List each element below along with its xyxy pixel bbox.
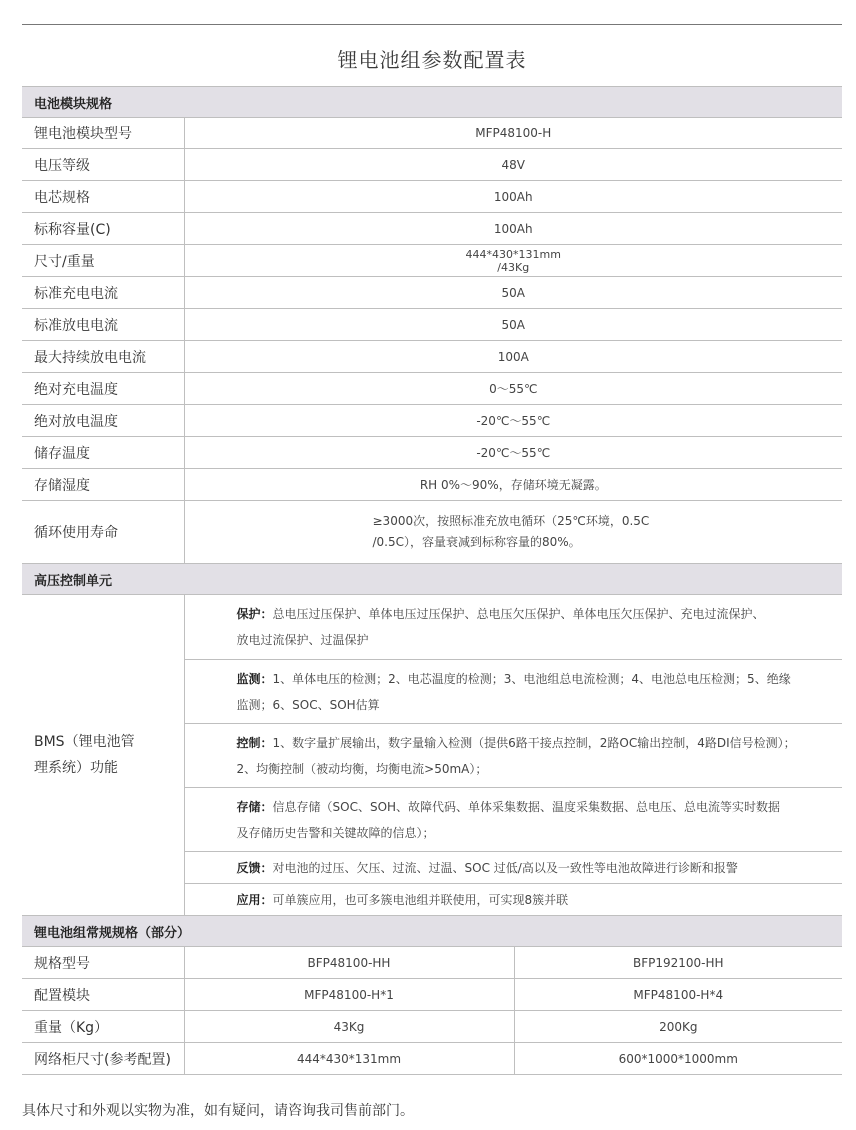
row-value: 48V [184,149,842,181]
row-label: 尺寸/重量 [22,245,184,277]
bms-item-monitoring: 监测：1、单体电压的检测；2、电芯温度的检测；3、电池组总电流检测；4、电池总电压检测；5、绝缘 监测；6、SOC、SOH估算 [184,660,842,724]
table-row [22,181,842,213]
value-line: /0.5C），容量衰减到标称容量的80%。 [372,535,581,549]
row-value: 100Ah [184,181,842,213]
value-line: 444*430*131mm [465,247,561,261]
row-label: 重量（Kg） [22,1011,184,1043]
row-label: 锂电池模块型号 [22,118,184,149]
row-value [184,245,842,277]
row-value: 600*1000*1000mm [514,1043,842,1075]
table-row [22,309,842,341]
footer-note: 具体尺寸和外观以实物为准，如有疑问，请咨询我司售前部门。 [22,1103,414,1119]
row-value: 100Ah [184,213,842,245]
section-header-pack-spec: 锂电池组常规规格（部分） [22,916,842,947]
row-value: 50A [184,277,842,309]
row-value: MFP48100-H*1 [184,979,514,1011]
bms-item-feedback: 反馈：对电池的过压、欠压、过流、过温、SOC 过低/高以及一致性等电池故障进行诊断和报警 [184,852,842,884]
row-label: 绝对充电温度 [22,373,184,405]
row-label: 最大持续放电电流 [22,341,184,373]
bms-label: BMS（锂电池管 理系统）功能 [22,595,184,916]
row-label: 标准放电电流 [22,309,184,341]
top-rule [22,24,842,25]
table-row [22,501,842,564]
table-row [22,277,842,309]
row-value: RH 0%～90%，存储环境无凝露。 [184,469,842,501]
table-row [22,979,842,1011]
row-value: 100A [184,341,842,373]
section-header-battery-module: 电池模块规格 [22,87,842,118]
bms-item-control: 控制：1、数字量扩展输出，数字量输入检测（提供6路干接点控制，2路OC输出控制，4路DI信号检测）； 2、均衡控制（被动均衡，均衡电流>50mA）； [184,724,842,788]
bms-item-protection: 保护：总电压过压保护、单体电压过压保护、总电压欠压保护、单体电压欠压保护、充电过流保护、 放电过流保护、过温保护 [184,595,842,660]
row-label: 存储湿度 [22,469,184,501]
table-row [22,118,842,149]
table-row [22,341,842,373]
row-value [184,501,842,564]
value-line: /43Kg [497,260,530,274]
row-label: 循环使用寿命 [22,501,184,564]
row-value: 50A [184,309,842,341]
value-line: ≥3000次，按照标准充放电循环（25℃环境，0.5C [372,514,650,528]
bms-item-storage: 存储：信息存储（SOC、SOH、故障代码、单体采集数据、温度采集数据、总电压、总电流等实时数据 及存储历史告警和关键故障的信息）； [184,788,842,852]
table-row [22,149,842,181]
table-row [22,437,842,469]
table-row [22,405,842,437]
row-value: 43Kg [184,1011,514,1043]
row-value: -20℃～55℃ [184,437,842,469]
row-value: 200Kg [514,1011,842,1043]
table-row [22,947,842,979]
row-value: 444*430*131mm [184,1043,514,1075]
row-value: -20℃～55℃ [184,405,842,437]
row-label: 电芯规格 [22,181,184,213]
row-value: 0～55℃ [184,373,842,405]
table-row [22,373,842,405]
spec-table [22,86,842,1075]
table-row [22,1011,842,1043]
table-row [22,245,842,277]
page-title: 锂电池组参数配置表 [337,48,527,72]
row-label: 规格型号 [22,947,184,979]
row-value: MFP48100-H*4 [514,979,842,1011]
row-label: 储存温度 [22,437,184,469]
bms-row [22,595,842,660]
bms-item-application: 应用：可单簇应用，也可多簇电池组并联使用，可实现8簇并联 [184,884,842,916]
row-value: BFP48100-HH [184,947,514,979]
table-row [22,469,842,501]
table-row [22,213,842,245]
section-header-hv-control: 高压控制单元 [22,564,842,595]
row-label: 配置模块 [22,979,184,1011]
row-label: 电压等级 [22,149,184,181]
row-value: MFP48100-H [184,118,842,149]
row-label: 标称容量(C) [22,213,184,245]
row-value: BFP192100-HH [514,947,842,979]
row-label: 网络柜尺寸(参考配置) [22,1043,184,1075]
row-label: 标准充电电流 [22,277,184,309]
row-label: 绝对放电温度 [22,405,184,437]
table-row [22,1043,842,1075]
